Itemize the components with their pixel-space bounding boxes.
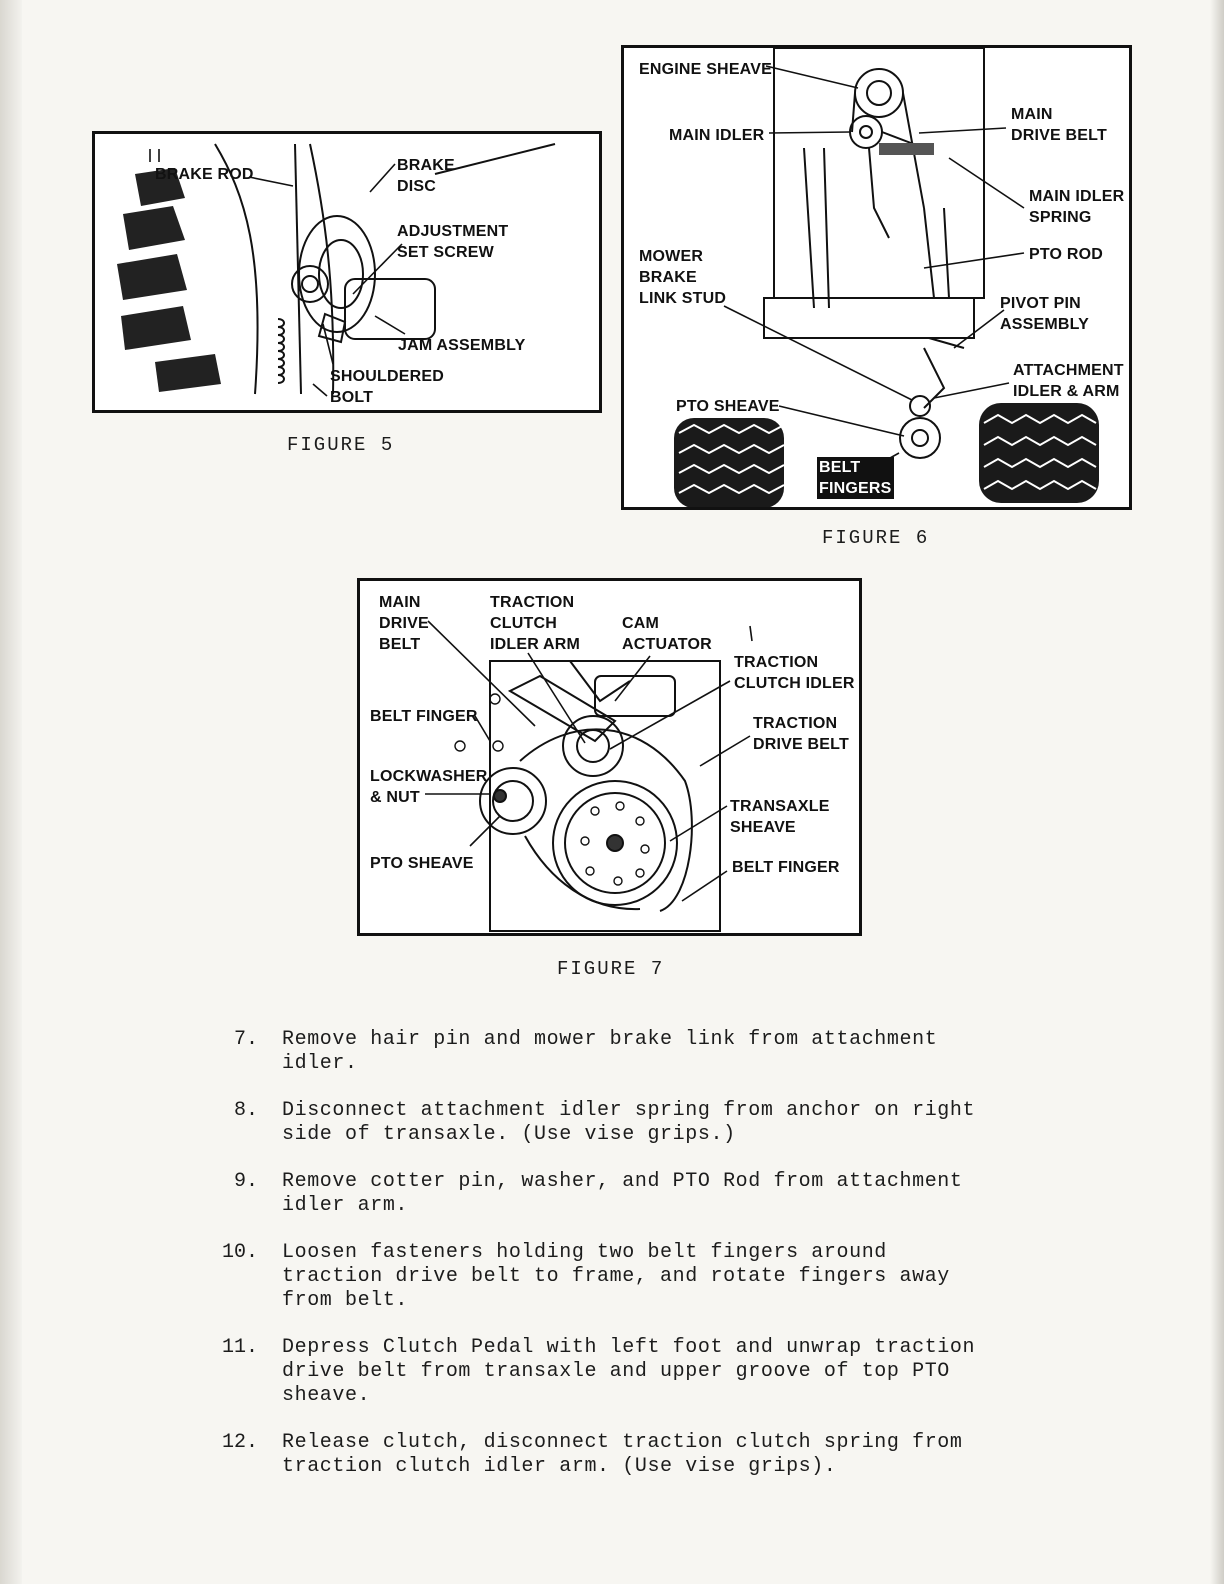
label-traction-drive-belt: TRACTION DRIVE BELT xyxy=(753,715,849,753)
page-edge-shadow xyxy=(1210,0,1224,1584)
step-text: Depress Clutch Pedal with left foot and unwrap traction drive belt from transaxle and upper groove of top PTO sheave. xyxy=(282,1336,976,1407)
step-text: Release clutch, disconnect traction clutch spring from traction clutch idler arm. (Use vise grips). xyxy=(282,1431,963,1478)
label-main-idler: MAIN IDLER xyxy=(669,127,765,144)
step-item xyxy=(190,1241,1090,1313)
step-text: Remove cotter pin, washer, and PTO Rod from attachment idler arm. xyxy=(282,1170,963,1217)
step-item xyxy=(190,1431,1090,1479)
step-number: 9. xyxy=(233,1170,258,1193)
step-item xyxy=(190,1099,1090,1147)
label-pto-sheave: PTO SHEAVE xyxy=(370,855,474,872)
figure-5 xyxy=(92,131,602,413)
label-traction-clutch-idler: TRACTION CLUTCH IDLER xyxy=(734,654,855,692)
figure-6-caption: FIGURE 6 xyxy=(822,527,930,549)
label-pivot-pin-assembly: PIVOT PIN ASSEMBLY xyxy=(1000,295,1090,333)
step-text: Loosen fasteners holding two belt fingers around traction drive belt to frame, and rotate fingers away from belt. xyxy=(282,1241,950,1312)
label-shouldered-bolt: SHOULDERED BOLT xyxy=(330,368,445,406)
page-binding-shadow xyxy=(0,0,22,1584)
instruction-steps xyxy=(190,1028,1090,1502)
step-item xyxy=(190,1028,1090,1076)
label-brake-disc: BRAKE DISC xyxy=(397,157,455,195)
label-lockwasher-nut: LOCKWASHER & NUT xyxy=(370,768,488,806)
label-belt-finger-right: BELT FINGER xyxy=(732,859,840,876)
label-pto-rod: PTO ROD xyxy=(1029,246,1104,263)
label-brake-rod: BRAKE ROD xyxy=(155,166,254,183)
step-item xyxy=(190,1336,1090,1408)
label-main-drive-belt: MAIN DRIVE BELT xyxy=(379,594,429,653)
label-transaxle-sheave: TRANSAXLE SHEAVE xyxy=(730,798,830,836)
label-jam-assembly: JAM ASSEMBLY xyxy=(398,337,526,354)
figure-5-caption: FIGURE 5 xyxy=(287,434,395,456)
figure-6 xyxy=(621,45,1132,510)
label-belt-finger-left: BELT FINGER xyxy=(370,708,478,725)
label-main-idler-spring: MAIN IDLER SPRING xyxy=(1029,188,1125,226)
step-number: 11. xyxy=(221,1336,258,1359)
label-engine-sheave: ENGINE SHEAVE xyxy=(639,61,772,78)
figure-7-caption: FIGURE 7 xyxy=(557,958,665,980)
step-number: 10. xyxy=(221,1241,258,1264)
label-cam-actuator: CAM ACTUATOR xyxy=(622,615,712,653)
label-traction-clutch-idler-arm: TRACTION CLUTCH IDLER ARM xyxy=(490,594,581,653)
label-pto-sheave: PTO SHEAVE xyxy=(676,398,780,415)
label-belt-fingers: BELT FINGERS xyxy=(819,459,892,497)
label-adjustment-set-screw: ADJUSTMENT SET SCREW xyxy=(397,223,509,261)
step-number: 12. xyxy=(221,1431,258,1454)
step-number: 7. xyxy=(233,1028,258,1051)
figure-7-illustration xyxy=(360,581,859,933)
label-attachment-idler-arm: ATTACHMENT IDLER & ARM xyxy=(1013,362,1124,400)
label-mower-brake-link-stud: MOWER BRAKE LINK STUD xyxy=(639,248,727,307)
step-number: 8. xyxy=(233,1099,258,1122)
step-text: Remove hair pin and mower brake link from attachment idler. xyxy=(282,1028,938,1075)
figure-7 xyxy=(357,578,862,936)
step-item xyxy=(190,1170,1090,1218)
step-text: Disconnect attachment idler spring from anchor on right side of transaxle. (Use vise grips.) xyxy=(282,1099,976,1146)
label-main-drive-belt: MAIN DRIVE BELT xyxy=(1011,106,1107,144)
